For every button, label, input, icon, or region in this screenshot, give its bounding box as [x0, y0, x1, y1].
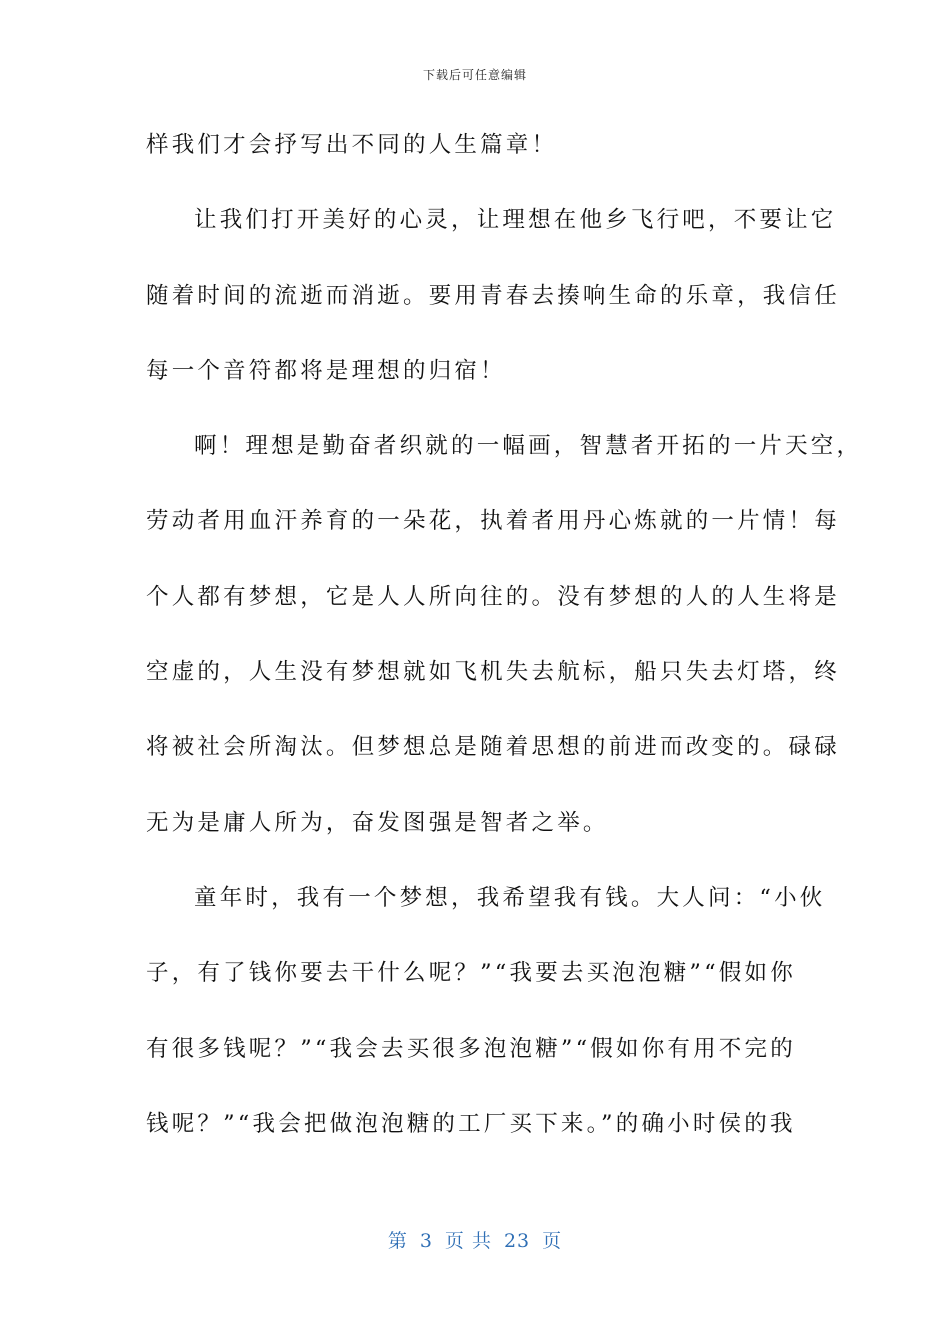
text-line: 样我们才会抒写出不同的人生篇章！ — [146, 132, 558, 158]
text-line: 随着时间的流逝而消逝。要用青春去揍响生命的乐章，我信任 — [146, 282, 840, 309]
footer-prefix: 第 — [387, 1230, 408, 1252]
text-line: 劳动者用血汗养育的一朵花，执着者用丹心炼就的一片情！每 — [146, 508, 840, 535]
footer-suffix: 页 — [542, 1230, 563, 1252]
text-line: 将被社会所淘汰。但梦想总是随着思想的前进而改变的。碌碌 — [146, 734, 840, 761]
page-number-footer — [0, 1226, 950, 1253]
text-line: 无为是庸人所为，奋发图强是智者之举。 — [146, 809, 609, 836]
text-line: 有很多钱呢？”“我会去买很多泡泡糖”“假如你有用不完的 — [146, 1035, 796, 1062]
text-line: 空虚的，人生没有梦想就如飞机失去航标，船只失去灯塔，终 — [146, 659, 840, 686]
text-line: 啊！理想是勤奋者织就的一幅画，智慧者开拓的一片天空， — [194, 433, 863, 460]
text-line: 个人都有梦想，它是人人所向往的。没有梦想的人的人生将是 — [146, 583, 840, 610]
text-line: 每一个音符都将是理想的归宿！ — [146, 357, 506, 384]
footer-middle: 页 共 — [444, 1230, 492, 1252]
page-header-note: 下载后可任意编辑 — [422, 68, 527, 82]
text-line: 童年时，我有一个梦想，我希望我有钱。大人问：“小伙 — [194, 884, 826, 911]
text-line: 子，有了钱你要去干什么呢？”“我要去买泡泡糖”“假如你 — [146, 960, 796, 987]
text-line: 钱呢？”“我会把做泡泡糖的工厂买下来。”的确小时侯的我 — [146, 1110, 796, 1137]
footer-current-page: 3 — [419, 1230, 433, 1252]
footer-total-pages: 23 — [503, 1230, 531, 1252]
text-line: 让我们打开美好的心灵，让理想在他乡飞行吧，不要让它 — [194, 207, 837, 234]
document-body — [146, 125, 863, 1179]
